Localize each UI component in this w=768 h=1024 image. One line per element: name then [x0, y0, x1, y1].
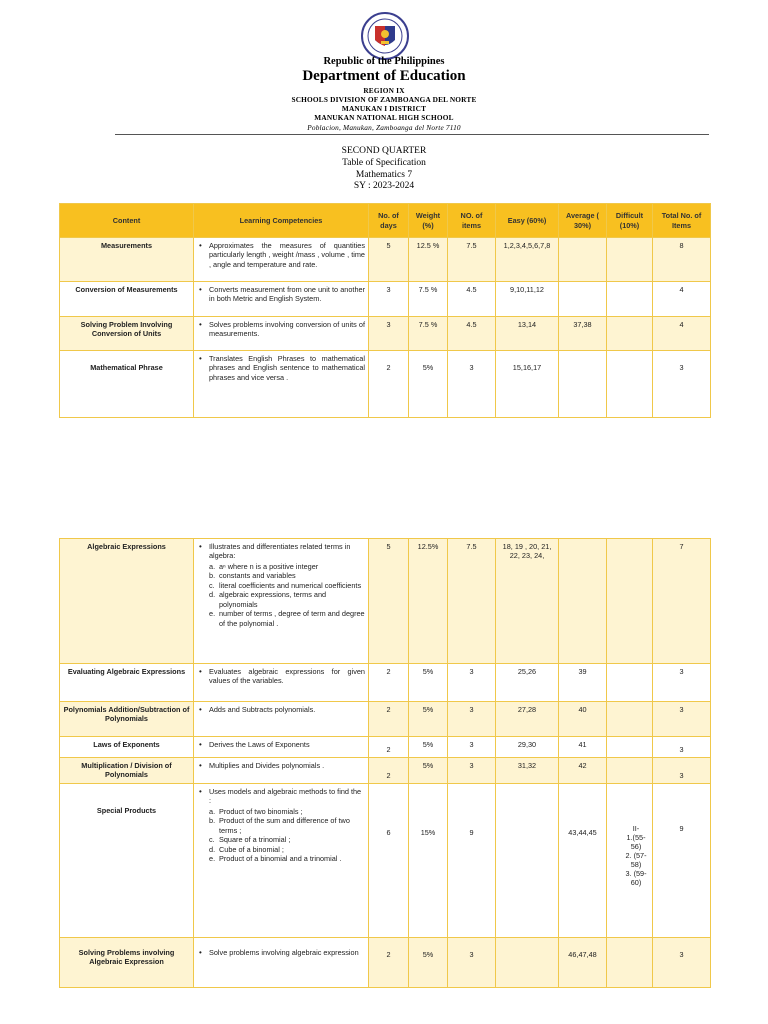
- col-header-difficult: Difficult (10%): [607, 204, 653, 238]
- row-competency: [194, 783, 369, 937]
- row-average: 41: [559, 737, 607, 758]
- row-weight: 15%: [409, 783, 448, 937]
- sub-item: aⁿ where n is a positive integer: [219, 561, 319, 571]
- competency-item: [197, 542, 365, 628]
- row-total: 8: [653, 238, 711, 282]
- col-header-competencies: Learning Competencies: [194, 204, 369, 238]
- row-average: [559, 351, 607, 418]
- document-title: Table of Specification: [342, 158, 426, 168]
- row-days: 3: [369, 282, 409, 317]
- competency-item: [197, 787, 365, 864]
- col-header-days: No. of days: [369, 204, 409, 238]
- row-weight: 7.5 %: [409, 282, 448, 317]
- competency-text: Illustrates and differentiates related terms in algebra:: [209, 542, 351, 561]
- row-content: Laws of Exponents: [60, 737, 194, 758]
- row-difficult: [607, 737, 653, 758]
- row-average: 42: [559, 758, 607, 784]
- row-competency: [194, 737, 369, 758]
- sub-item: Product of the sum and difference of two terms ;: [219, 816, 350, 835]
- row-easy: 31,32: [496, 758, 559, 784]
- row-difficult: [607, 758, 653, 784]
- school-year-title: SY : 2023-2024: [353, 181, 415, 191]
- row-items: 3: [448, 758, 496, 784]
- row-difficult: [607, 317, 653, 351]
- quarter-title: SECOND QUARTER: [341, 146, 427, 156]
- row-competency: [194, 937, 369, 987]
- row-competency: [194, 317, 369, 351]
- row-total: 3: [653, 937, 711, 987]
- competency-item: • Evaluates algebraic expressions for given values of the variables.: [197, 667, 365, 686]
- row-easy: 13,14: [496, 317, 559, 351]
- row-competency: [194, 664, 369, 702]
- row-total: 4: [653, 282, 711, 317]
- row-content: Evaluating Algebraic Expressions: [60, 664, 194, 702]
- district-line: MANUKAN I DISTRICT: [341, 104, 427, 113]
- sub-item: constants and variables: [219, 571, 296, 581]
- col-header-weight: Weight (%): [409, 204, 448, 238]
- col-header-easy: Easy (60%): [496, 204, 559, 238]
- row-days: 2: [369, 351, 409, 418]
- row-items: 3: [448, 737, 496, 758]
- row-easy: [496, 937, 559, 987]
- row-easy: 27,28: [496, 702, 559, 737]
- row-easy: 9,10,11,12: [496, 282, 559, 317]
- row-items: 3: [448, 351, 496, 418]
- row-weight: 5%: [409, 351, 448, 418]
- row-average: [559, 238, 607, 282]
- competency-item: • Translates English Phrases to mathematical phrases and English sentence to mathematical phrases and vice versa .: [197, 354, 365, 382]
- sub-item: Product of a binomial and a trinomial .: [219, 854, 342, 864]
- row-items: 3: [448, 937, 496, 987]
- subject-title: Mathematics 7: [355, 170, 413, 180]
- table-row: [60, 238, 711, 282]
- row-days: 2: [369, 702, 409, 737]
- row-easy: 15,16,17: [496, 351, 559, 418]
- row-easy: 18, 19 , 20, 21, 22, 23, 24,: [496, 539, 559, 664]
- row-weight: 12.5%: [409, 539, 448, 664]
- row-difficult: [607, 238, 653, 282]
- sub-item: number of terms , degree of term and degree of the polynomial .: [219, 609, 365, 628]
- row-days: 3: [369, 317, 409, 351]
- row-days: 2: [369, 664, 409, 702]
- table-row: [60, 937, 711, 987]
- col-header-total: Total No. of Items: [653, 204, 711, 238]
- row-days: 6: [369, 783, 409, 937]
- row-items: 9: [448, 783, 496, 937]
- row-competency: [194, 282, 369, 317]
- table-row: [60, 664, 711, 702]
- row-competency: [194, 351, 369, 418]
- col-header-items: NO. of items: [448, 204, 496, 238]
- row-weight: 5%: [409, 664, 448, 702]
- row-average: 39: [559, 664, 607, 702]
- republic-heading: Republic of the Philippines: [323, 56, 445, 67]
- deped-seal-logo: [361, 12, 409, 60]
- table-header-row: [60, 204, 711, 238]
- row-average: 46,47,48: [559, 937, 607, 987]
- competency-item: • Adds and Subtracts polynomials.: [197, 705, 365, 714]
- row-total: 3: [653, 702, 711, 737]
- row-easy: [496, 783, 559, 937]
- row-weight: 5%: [409, 937, 448, 987]
- row-items: 7.5: [448, 539, 496, 664]
- row-easy: 1,2,3,4,5,6,7,8: [496, 238, 559, 282]
- row-total: 9: [653, 783, 711, 937]
- row-items: 7.5: [448, 238, 496, 282]
- table-row: [60, 351, 711, 418]
- row-average: [559, 539, 607, 664]
- row-average: 37,38: [559, 317, 607, 351]
- table-row: [60, 317, 711, 351]
- row-total: 3: [653, 664, 711, 702]
- row-difficult: [607, 282, 653, 317]
- table-row: [60, 282, 711, 317]
- row-content: Mathematical Phrase: [60, 351, 194, 418]
- row-total: 3: [653, 758, 711, 784]
- competency-item: • Solve problems involving algebraic expression: [197, 948, 365, 957]
- row-difficult: [607, 783, 653, 937]
- row-content: Algebraic Expressions: [60, 539, 194, 664]
- competency-item: • Derives the Laws of Exponents: [197, 740, 365, 749]
- row-difficult: [607, 702, 653, 737]
- row-total: 4: [653, 317, 711, 351]
- sub-item: algebraic expressions, terms and polynomials: [219, 590, 327, 609]
- competency-item: • Approximates the measures of quantities particularly length , weight /mass , volume , time , angle and temperature and rate.: [197, 241, 365, 269]
- region-line: REGION IX: [363, 86, 405, 95]
- row-easy: 29,30: [496, 737, 559, 758]
- row-weight: 5%: [409, 737, 448, 758]
- sub-item: Cube of a binomial ;: [219, 844, 284, 854]
- row-total: 3: [653, 737, 711, 758]
- col-header-average: Average ( 30%): [559, 204, 607, 238]
- row-items: 3: [448, 664, 496, 702]
- row-difficult: [607, 351, 653, 418]
- row-days: 2: [369, 937, 409, 987]
- row-competency: [194, 238, 369, 282]
- row-total: 7: [653, 539, 711, 664]
- address-line: Poblacion, Manukan, Zamboanga del Norte 7110: [307, 123, 461, 132]
- row-total: 3: [653, 351, 711, 418]
- row-competency: [194, 758, 369, 784]
- row-content: Solving Problems involving Algebraic Expression: [60, 937, 194, 987]
- row-content: Measurements: [60, 238, 194, 282]
- row-content: Polynomials Addition/Subtraction of Polynomials: [60, 702, 194, 737]
- row-weight: 7.5 %: [409, 317, 448, 351]
- difficult-line: 1.(55-56): [626, 832, 646, 851]
- row-difficult: [607, 539, 653, 664]
- competency-item: • Converts measurement from one unit to another in both Metric and English System.: [197, 285, 365, 304]
- table-row: [60, 737, 711, 758]
- row-competency: [194, 702, 369, 737]
- row-average: 43,44,45: [559, 783, 607, 937]
- sub-item: Square of a trinomial ;: [219, 835, 291, 845]
- sub-item: Product of two binomials ;: [219, 806, 303, 816]
- header-divider: [115, 134, 709, 135]
- department-heading: Department of Education: [302, 68, 466, 84]
- row-difficult: [607, 937, 653, 987]
- competency-item: • Multiplies and Divides polynomials .: [197, 761, 365, 770]
- sub-item: literal coefficients and numerical coefficients: [219, 580, 362, 590]
- division-line: SCHOOLS DIVISION OF ZAMBOANGA DEL NORTE: [291, 95, 477, 104]
- row-average: 40: [559, 702, 607, 737]
- row-content: Special Products: [60, 783, 194, 937]
- row-content: Conversion of Measurements: [60, 282, 194, 317]
- row-days: 2: [369, 758, 409, 784]
- table-row: [60, 539, 711, 664]
- row-days: 5: [369, 539, 409, 664]
- tos-table-part-1: [59, 203, 711, 418]
- table-row: [60, 783, 711, 937]
- row-weight: 12.5 %: [409, 238, 448, 282]
- competency-text: Uses models and algebraic methods to find the :: [209, 786, 362, 806]
- row-items: 3: [448, 702, 496, 737]
- row-content: Solving Problem Involving Conversion of Units: [60, 317, 194, 351]
- row-items: 4.5: [448, 317, 496, 351]
- row-difficult: [607, 664, 653, 702]
- competency-item: • Solves problems involving conversion of units of measurements.: [197, 320, 365, 339]
- table-row: [60, 758, 711, 784]
- row-easy: 25,26: [496, 664, 559, 702]
- row-items: 4.5: [448, 282, 496, 317]
- row-average: [559, 282, 607, 317]
- row-competency: [194, 539, 369, 664]
- tos-table-part-2: [59, 538, 711, 988]
- row-days: 5: [369, 238, 409, 282]
- row-content: Multiplication / Division of Polynomials: [60, 758, 194, 784]
- difficult-line: II-: [632, 823, 640, 833]
- difficult-line: 2. (57-58): [625, 850, 647, 869]
- table-row: [60, 702, 711, 737]
- col-header-content: Content: [60, 204, 194, 238]
- difficult-line: 3. (59-60): [625, 868, 647, 887]
- row-weight: 5%: [409, 758, 448, 784]
- row-days: 2: [369, 737, 409, 758]
- row-weight: 5%: [409, 702, 448, 737]
- school-line: MANUKAN NATIONAL HIGH SCHOOL: [314, 113, 454, 122]
